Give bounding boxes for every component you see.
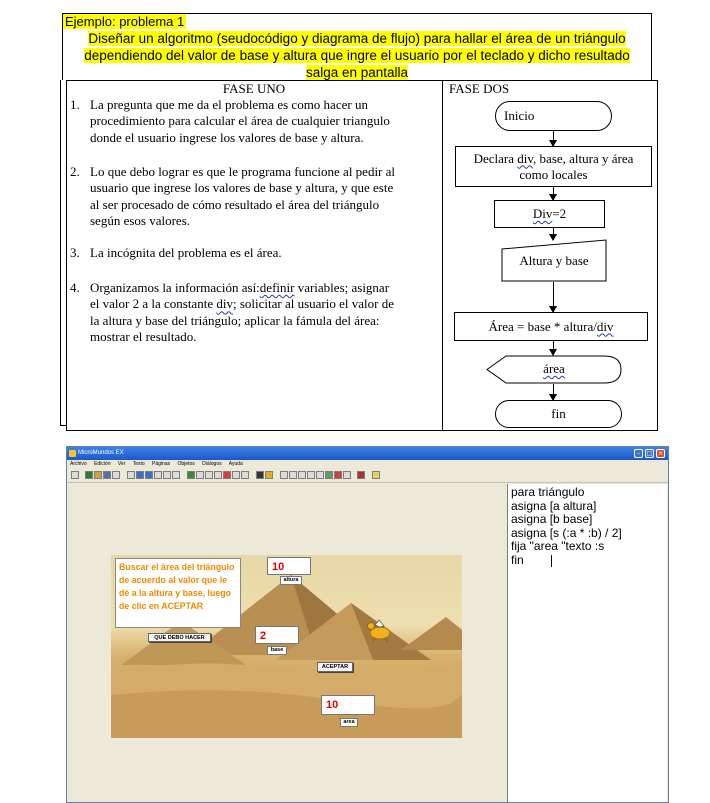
list-item	[70, 245, 430, 261]
flow-process	[454, 312, 648, 341]
list-line	[90, 296, 430, 312]
micromundos-window	[66, 446, 669, 803]
media-icon[interactable]	[241, 471, 249, 479]
stamp-icon[interactable]	[325, 471, 333, 479]
task-line-2: dependiendo del valor de base y altura que ingre el usuario por el teclado y dicho resultado	[84, 48, 630, 63]
area-label: area	[340, 718, 358, 727]
text-cursor	[551, 555, 552, 567]
flow-declare-line: como locales	[519, 166, 588, 182]
flow-arrow	[553, 341, 554, 355]
area-output: 10	[321, 695, 375, 715]
list-line: la altura y base del triángulo; aplicar la fámula del área:	[90, 312, 380, 328]
flow-assign	[494, 200, 605, 228]
menu-edicion[interactable]: Edición	[94, 461, 111, 467]
list-number: 4.	[70, 280, 80, 295]
flow-text: área	[543, 361, 565, 376]
scissors-icon[interactable]	[289, 471, 297, 479]
list-item	[70, 97, 430, 146]
turtle-icon[interactable]	[187, 471, 195, 479]
list-number: 2.	[70, 164, 80, 179]
flow-text: div	[596, 318, 614, 334]
list-item	[70, 164, 430, 230]
app-icon	[69, 450, 76, 457]
menu-objetos[interactable]: Objetos	[177, 461, 195, 467]
list-text: Organizamos la información así:	[90, 280, 260, 295]
list-number: 1.	[70, 97, 80, 112]
frame-icon[interactable]	[172, 471, 180, 479]
list-text: variables; asignar	[294, 280, 390, 295]
flow-text: div	[517, 150, 534, 166]
flow-start: Inicio	[495, 101, 612, 131]
problem-header	[62, 13, 652, 80]
maximize-button[interactable]: □	[646, 450, 653, 457]
altura-label: altura	[280, 576, 302, 585]
instructions-box: Buscar el área del triángulo de acuerdo al valor que le dé a la altura y base, luego de clic en ACEPTAR	[115, 558, 241, 628]
table-divider	[442, 80, 443, 431]
altura-input[interactable]: 10	[267, 557, 311, 575]
shrink-icon[interactable]	[307, 471, 315, 479]
flow-text: =2	[552, 206, 567, 221]
help-icon[interactable]	[372, 471, 380, 479]
new-icon[interactable]	[85, 471, 93, 479]
flow-text: Área = base * altura/	[488, 318, 597, 334]
slider-icon[interactable]	[214, 471, 222, 479]
list-number: 3.	[70, 245, 80, 260]
flow-output	[486, 358, 622, 380]
flow-text: Div	[532, 206, 553, 221]
page-icon[interactable]	[127, 471, 135, 479]
list-text: definir	[259, 280, 295, 295]
flow-arrow	[553, 384, 554, 400]
pencil-icon[interactable]	[265, 471, 273, 479]
video-icon[interactable]	[232, 471, 240, 479]
grow-icon[interactable]	[298, 471, 306, 479]
project-page	[111, 555, 462, 738]
close-button[interactable]: ×	[657, 450, 664, 457]
pointer-icon[interactable]	[280, 471, 288, 479]
que-debo-hacer-button[interactable]: QUE DEBO HACER	[148, 633, 211, 642]
base-input[interactable]: 2	[255, 626, 299, 644]
list-text: el valor 2 a la constante	[90, 296, 217, 312]
back-icon[interactable]	[136, 471, 144, 479]
list-line	[90, 280, 430, 296]
paint-icon[interactable]	[256, 471, 264, 479]
menu-archivo[interactable]: Archivo	[70, 461, 87, 467]
menu-bar	[67, 460, 668, 469]
procedures-editor[interactable]	[507, 484, 667, 803]
music-icon[interactable]	[223, 471, 231, 479]
cursor-tool-icon[interactable]	[71, 471, 79, 479]
list-line: Lo que debo lograr es que le programa funcione al pedir al	[90, 164, 396, 179]
open-icon[interactable]	[94, 471, 102, 479]
menu-ver[interactable]: Ver	[117, 461, 126, 467]
list-text: div	[216, 296, 233, 312]
flow-arrow	[553, 282, 554, 312]
example-label: Ejemplo: problema 1	[65, 14, 185, 29]
stop-icon[interactable]	[357, 471, 365, 479]
camel-turtle-icon[interactable]	[365, 617, 393, 643]
list-line: al ser procesado de cómo resultado el área del triángulo	[90, 196, 380, 212]
flow-text: Declara	[473, 150, 518, 166]
task-line-3: salga en pantalla	[305, 65, 409, 80]
window-title: MicroMundos EX	[78, 450, 124, 456]
print-icon[interactable]	[112, 471, 120, 479]
grid-icon[interactable]	[154, 471, 162, 479]
list-line: La pregunta que me da el problema es como hacer un	[90, 97, 368, 112]
list-line: donde el usuario ingrese los valores de base y altura.	[90, 129, 364, 145]
flow-arrow	[553, 131, 554, 146]
list-line: mostrar el resultado.	[90, 329, 197, 345]
heart-icon[interactable]	[334, 471, 342, 479]
copy-icon[interactable]	[343, 471, 351, 479]
flow-declare	[455, 146, 652, 187]
menu-dialogos[interactable]: Diálogos	[202, 461, 222, 467]
forward-icon[interactable]	[145, 471, 153, 479]
phase-two-title: FASE DOS	[449, 81, 510, 96]
list-line: procedimiento para calcular el área de cualquier triangulo	[90, 113, 390, 129]
toolbar	[67, 469, 668, 483]
save-icon[interactable]	[103, 471, 111, 479]
flow-input: Altura y base	[519, 253, 589, 268]
textbox-icon[interactable]	[196, 471, 204, 479]
base-label: base	[267, 646, 287, 655]
procedure-code[interactable]: para triángulo asigna [a altura] asigna [b base] asigna [s (:a * :b) / 2] fija "area "texto :s fin	[511, 485, 622, 567]
list-line: La incógnita del problema es el área.	[90, 245, 282, 260]
menu-paginas[interactable]: Páginas	[152, 461, 171, 467]
aceptar-button[interactable]: ACEPTAR	[317, 662, 353, 672]
window-titlebar	[67, 447, 668, 460]
flow-text: , base, altura y área	[533, 150, 634, 166]
list-text: ; solicitar al usuario el valor de	[232, 296, 394, 312]
task-line-1: Diseñar un algoritmo (seudocódigo y diagrama de flujo) para hallar el área de un triángulo	[88, 31, 626, 46]
list-item	[70, 280, 430, 346]
list-line: usuario que ingrese los valores de base y altura, y que este	[90, 180, 394, 196]
flow-declare-line	[474, 151, 634, 167]
list-line: según esos valores.	[90, 213, 191, 229]
task-description	[63, 30, 651, 81]
list-icon[interactable]	[163, 471, 171, 479]
outer-frame-line	[60, 80, 61, 425]
flow-arrow	[553, 187, 554, 200]
menu-texto[interactable]: Texto	[132, 461, 145, 467]
minimize-button[interactable]: –	[634, 449, 643, 458]
phase-one-title: FASE UNO	[222, 81, 286, 96]
menu-ayuda[interactable]: Ayuda	[228, 461, 243, 467]
flow-end: fin	[495, 400, 622, 428]
button-tool-icon[interactable]	[205, 471, 213, 479]
eye-icon[interactable]	[316, 471, 324, 479]
